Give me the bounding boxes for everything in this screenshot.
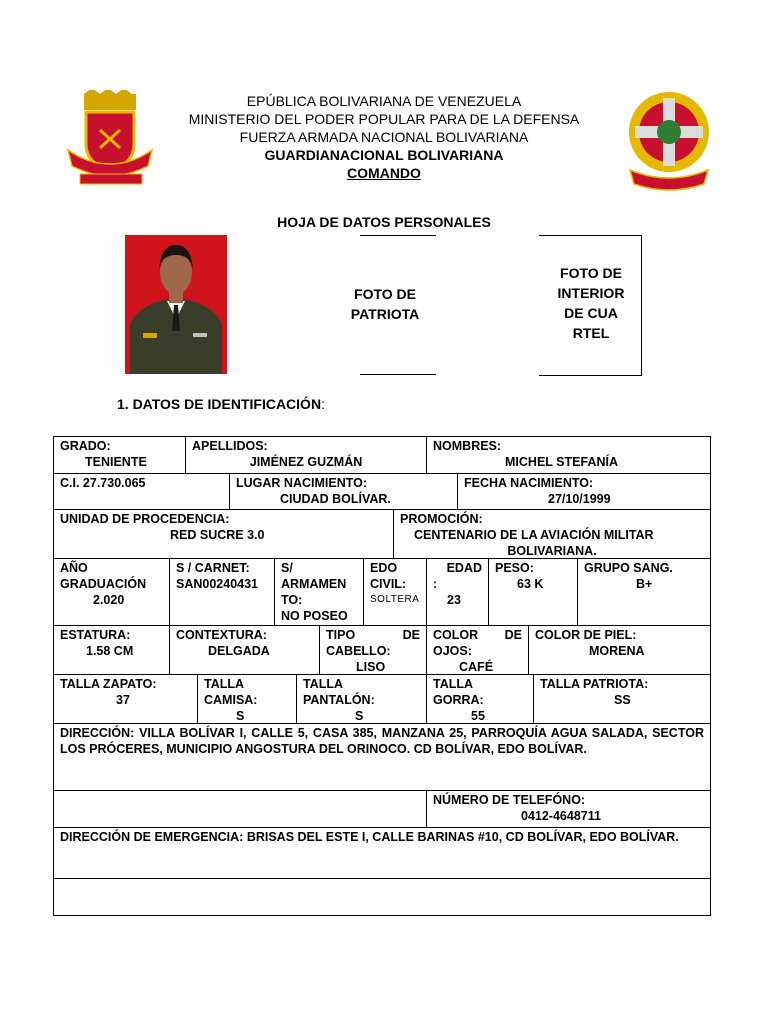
header-fanb: FUERZA ARMADA NACIONAL BOLIVARIANA xyxy=(239,129,529,145)
header-comando: COMANDO xyxy=(347,165,421,181)
row-empty xyxy=(53,879,711,916)
header xyxy=(160,92,608,182)
row-ci: C.I. 27.730.065 LUGAR NACIMIENTO: CIUDAD BOLÍVAR. FECHA NACIMIENTO: 27/10/1999 xyxy=(53,474,711,510)
patriota-top-line xyxy=(360,235,436,236)
document-title: HOJA DE DATOS PERSONALES xyxy=(277,214,491,230)
patriota-photo-placeholder: FOTO DE PATRIOTA xyxy=(350,286,420,322)
row-grado: GRADO: TENIENTE APELLIDOS: JIMÉNEZ GUZMÁN NOMBRES: MICHEL STEFANÍA xyxy=(53,436,711,474)
header-republic: EPÚBLICA BOLIVARIANA DE VENEZUELA xyxy=(246,93,522,109)
row-unidad: UNIDAD DE PROCEDENCIA: RED SUCRE 3.0 PROMOCIÓN: CENTENARIO DE LA AVIACIÓN MILITAR BOLIVARIANA. xyxy=(53,510,711,559)
row-emergencia: DIRECCIÓN DE EMERGENCIA: BRISAS DEL ESTE I, CALLE BARINAS #10, CD BOLÍVAR, EDO BOLÍVAR. xyxy=(53,828,711,879)
identification-table xyxy=(53,436,711,916)
right-emblem xyxy=(622,88,716,192)
personal-photo xyxy=(125,235,227,374)
row-direccion: DIRECCIÓN: VILLA BOLÍVAR I, CALLE 5, CASA 385, MANZANA 25, PARROQUÍA AGUA SALADA, SECTOR LOS PRÓCERES, MUNICIPIO ANGOSTURA DEL ORINOCO. CD BOLÍVAR, EDO BOLÍVAR. xyxy=(53,724,711,791)
row-graduacion: AÑO GRADUACIÓN 2.020 S / CARNET: SAN00240431 S/ ARMAMEN TO: NO POSEO EDO CIVIL: SOLTERA EDAD : 23 PESO: 63 K GRUPO SANG. B+ xyxy=(53,559,711,626)
cuartel-photo-placeholder: FOTO DE INTERIOR DE CUA RTEL xyxy=(557,265,625,341)
header-ministry: MINISTERIO DEL PODER POPULAR PARA DE LA DEFENSA xyxy=(188,111,580,127)
row-estatura: ESTATURA: 1.58 CM CONTEXTURA: DELGADA TIPO DE CABELLO: LISO COLOR DE OJOS: CAFÉ COLOR DE PIEL: MORENA xyxy=(53,626,711,675)
section-identification: 1. DATOS DE IDENTIFICACIÓN: xyxy=(117,396,325,412)
row-telefono: NÚMERO DE TELEFÓNO: 0412-4648711 xyxy=(53,791,711,828)
patriota-bottom-line xyxy=(360,374,436,375)
header-gnb: GUARDIANACIONAL BOLIVARIANA xyxy=(264,147,504,163)
row-tallas: TALLA ZAPATO: 37 TALLA CAMISA: S TALLA PANTALÓN: S TALLA GORRA: 55 TALLA PATRIOTA: SS xyxy=(53,675,711,724)
left-emblem xyxy=(66,90,156,190)
